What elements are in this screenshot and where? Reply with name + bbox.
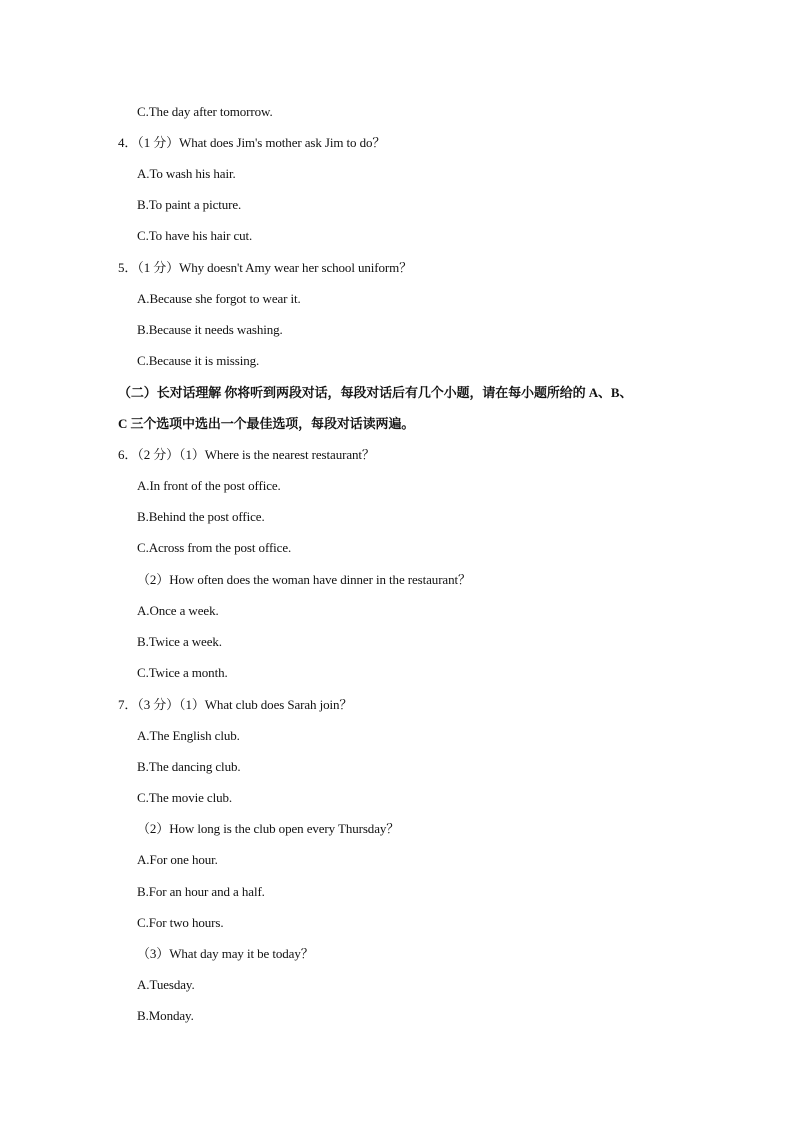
- option-text: A.To wash his hair.: [137, 166, 236, 181]
- option-text: C.The day after tomorrow.: [137, 104, 273, 119]
- section-heading: （二）长对话理解 你将听到两段对话，每段对话后有几个小题，请在每小题所给的 A、B、: [118, 385, 633, 400]
- option-text: B.Because it needs washing.: [137, 322, 283, 337]
- option-text: C.Twice a month.: [137, 665, 228, 680]
- option-text: A.For one hour.: [137, 852, 218, 867]
- option-text: B.For an hour and a half.: [137, 884, 265, 899]
- option-text: B.The dancing club.: [137, 759, 241, 774]
- question-text: 6．（2 分）（1）Where is the nearest restaurant？: [118, 447, 375, 462]
- option-text: C.Across from the post office.: [137, 540, 292, 555]
- subquestion-text: （2）How long is the club open every Thursday？: [137, 821, 400, 836]
- option-text: B.Behind the post office.: [137, 509, 265, 524]
- option-text: B.To paint a picture.: [137, 197, 242, 212]
- option-text: A.Once a week.: [137, 603, 219, 618]
- option-text: C.For two hours.: [137, 915, 224, 930]
- option-text: B.Monday.: [137, 1008, 194, 1023]
- subquestion-text: （2）How often does the woman have dinner in the restaurant？: [137, 572, 471, 587]
- section-heading: C 三个选项中选出一个最佳选项，每段对话读两遍。: [118, 416, 415, 431]
- option-text: A.Because she forgot to wear it.: [137, 291, 301, 306]
- question-text: 5．（1 分）Why doesn't Amy wear her school uniform？: [118, 260, 413, 275]
- option-text: C.To have his hair cut.: [137, 228, 253, 243]
- option-text: C.Because it is missing.: [137, 353, 260, 368]
- option-text: A.Tuesday.: [137, 977, 195, 992]
- question-text: 4．（1 分）What does Jim's mother ask Jim to do？: [118, 135, 386, 150]
- subquestion-text: （3）What day may it be today？: [137, 946, 314, 961]
- option-text: B.Twice a week.: [137, 634, 222, 649]
- option-text: A.In front of the post office.: [137, 478, 281, 493]
- question-text: 7．（3 分）（1）What club does Sarah join？: [118, 697, 353, 712]
- option-text: A.The English club.: [137, 728, 240, 743]
- option-text: C.The movie club.: [137, 790, 233, 805]
